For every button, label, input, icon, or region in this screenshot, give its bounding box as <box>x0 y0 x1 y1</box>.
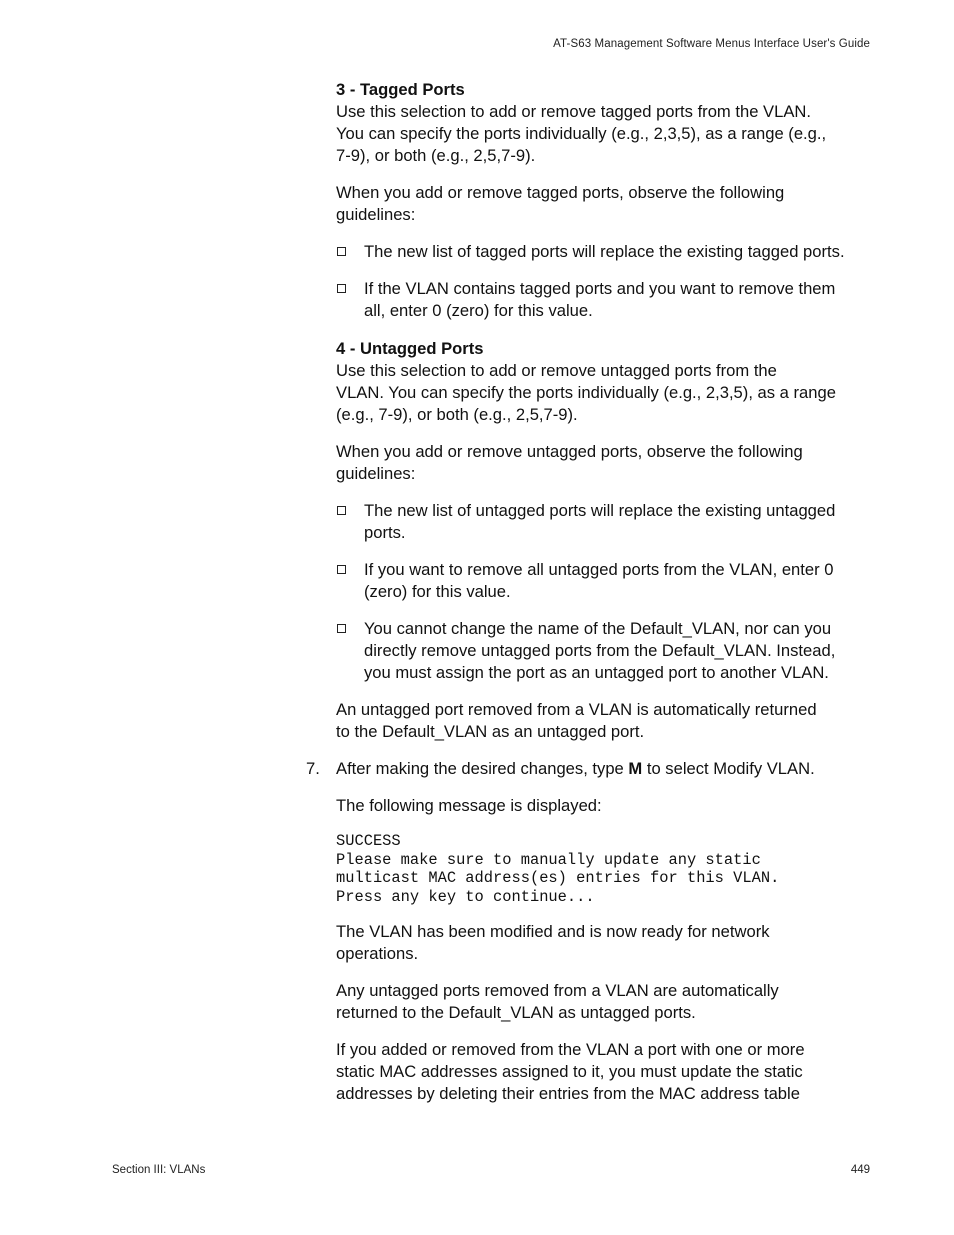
step-item <box>306 758 876 780</box>
page-number: 449 <box>850 1164 870 1176</box>
untagged-note: An untagged port removed from a VLAN is automatically returned <box>336 700 817 719</box>
closing-paragraph: The VLAN has been modified and is now ready for network <box>336 922 770 942</box>
untagged-desc-line: VLAN. You can specify the ports individually (e.g., 2,3,5), as a range <box>336 383 836 402</box>
tagged-guidelines-intro: guidelines: <box>336 205 416 224</box>
bullet-text: ports. <box>364 523 406 542</box>
bullet-text: (zero) for this value. <box>364 582 511 601</box>
bullet-item <box>336 500 876 544</box>
closing-paragraph: static MAC addresses assigned to it, you must update the static <box>336 1062 803 1082</box>
bullet-text: The new list of tagged ports will replace the existing tagged ports. <box>364 242 845 261</box>
page-body <box>306 79 876 1105</box>
untagged-guidelines-intro: guidelines: <box>336 464 416 483</box>
closing-paragraph: If you added or removed from the VLAN a port with one or more <box>336 1040 805 1060</box>
closing-paragraph: addresses by deleting their entries from the MAC address table <box>336 1084 800 1104</box>
console-message: SUCCESS Please make sure to manually update any static multicast MAC address(es) entries for this VLAN. Press any key to continue... <box>336 832 780 906</box>
untagged-desc-line: (e.g., 7-9), or both (e.g., 2,5,7-9). <box>336 405 578 424</box>
tagged-desc-line: Use this selection to add or remove tagged ports from the VLAN. <box>336 102 812 121</box>
bullet-text: all, enter 0 (zero) for this value. <box>364 301 593 320</box>
bullet-text: If you want to remove all untagged ports from the VLAN, enter 0 <box>364 560 834 579</box>
tagged-desc-line: 7-9), or both (e.g., 2,5,7-9). <box>336 146 536 165</box>
closing-paragraph: returned to the Default_VLAN as untagged ports. <box>336 1003 696 1023</box>
bullet-text: You cannot change the name of the Default_VLAN, nor can you <box>364 619 832 638</box>
untagged-guidelines-intro: When you add or remove untagged ports, observe the following <box>336 442 803 461</box>
untagged-ports-heading: 4 - Untagged Ports <box>336 339 484 358</box>
bullet-text: you must assign the port as an untagged port to another VLAN. <box>364 663 829 682</box>
untagged-note: to the Default_VLAN as an untagged port. <box>336 722 645 741</box>
closing-paragraph: operations. <box>336 944 419 964</box>
checkbox-bullet-icon <box>337 506 346 515</box>
message-intro: The following message is displayed: <box>336 796 602 815</box>
bullet-text: The new list of untagged ports will replace the existing untagged <box>364 501 836 520</box>
bullet-item <box>336 618 876 684</box>
bullet-item <box>336 241 876 263</box>
running-header: AT-S63 Management Software Menus Interface User's Guide <box>553 38 870 50</box>
bullet-item <box>336 278 876 322</box>
untagged-desc-line: Use this selection to add or remove untagged ports from the <box>336 361 777 380</box>
step-key: M <box>628 759 643 778</box>
checkbox-bullet-icon <box>337 284 346 293</box>
checkbox-bullet-icon <box>337 624 346 633</box>
bullet-text: If the VLAN contains tagged ports and you want to remove them <box>364 279 836 298</box>
step-number: 7. <box>306 759 320 778</box>
tagged-desc-line: You can specify the ports individually (e.g., 2,3,5), as a range (e.g., <box>336 124 827 143</box>
tagged-guidelines-intro: When you add or remove tagged ports, observe the following <box>336 183 785 202</box>
checkbox-bullet-icon <box>337 247 346 256</box>
tagged-ports-heading: 3 - Tagged Ports <box>336 80 465 99</box>
footer-section: Section III: VLANs <box>112 1164 206 1176</box>
checkbox-bullet-icon <box>337 565 346 574</box>
step-text: After making the desired changes, type M to select Modify VLAN. <box>336 759 815 778</box>
bullet-text: directly remove untagged ports from the Default_VLAN. Instead, <box>364 641 836 660</box>
bullet-item <box>336 559 876 603</box>
closing-paragraph: Any untagged ports removed from a VLAN are automatically <box>336 981 779 1001</box>
